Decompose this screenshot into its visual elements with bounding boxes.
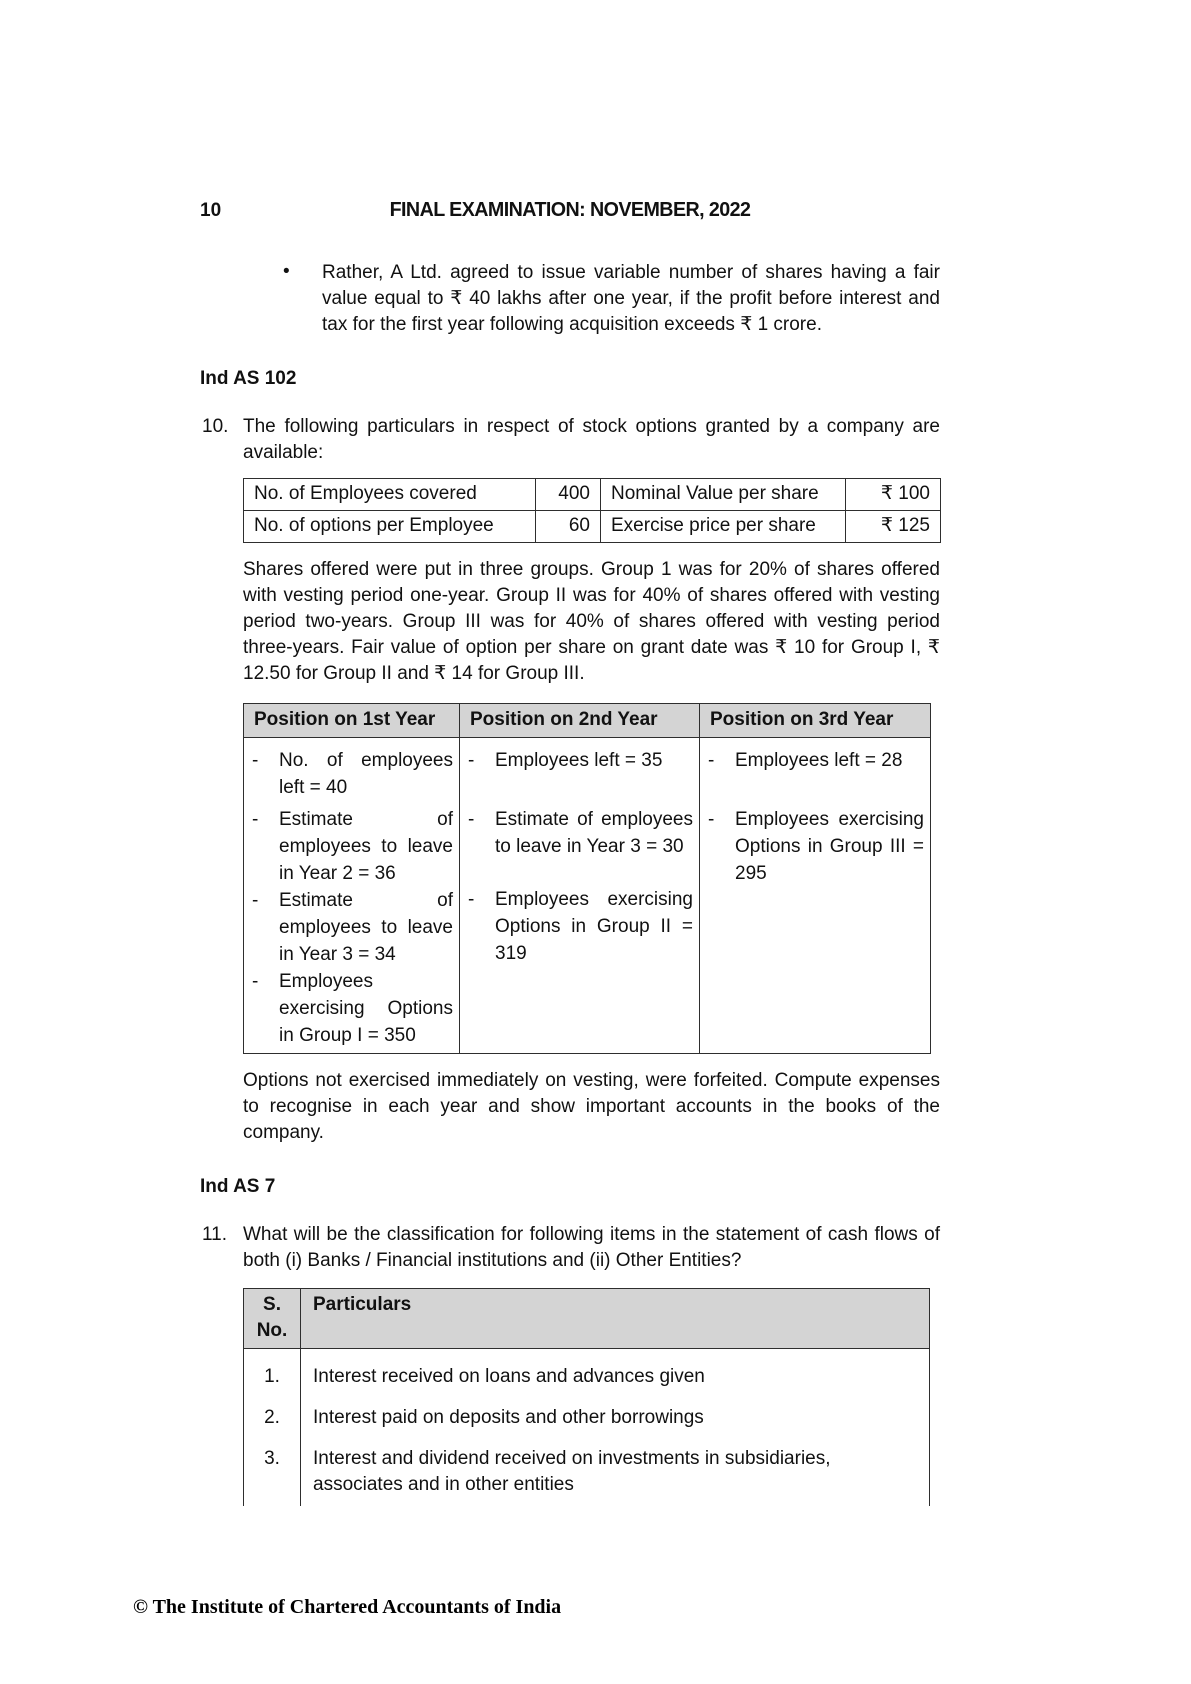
dash-marker: - — [468, 809, 475, 830]
row-number: 3. — [244, 1431, 301, 1506]
list-item — [708, 747, 924, 806]
column-header: Position on 2nd Year — [460, 704, 700, 738]
cash-flow-table-body — [244, 1349, 929, 1506]
question-10-number: 10. — [202, 416, 229, 437]
list-item — [252, 806, 453, 887]
dash-marker: - — [252, 890, 259, 911]
list-item-text: Estimate of employees to leave in Year 2 = 36 — [279, 809, 453, 884]
closing-paragraph: Options not exercised immediately on vesting, were forfeited. Compute expenses to recognise in each year and show important accounts in the books of the company. — [243, 1070, 940, 1143]
particular-label: Exercise price per share — [601, 511, 846, 543]
column-header: Particulars — [313, 1294, 412, 1315]
column-header: S. No. — [244, 1289, 301, 1348]
row-number: 2. — [244, 1390, 301, 1431]
question-11 — [200, 1222, 940, 1274]
page-number: 10 — [200, 200, 222, 221]
list-item-text: Estimate of employees to leave in Year 3 = 34 — [279, 890, 453, 965]
intro-bullet-text: Rather, A Ltd. agreed to issue variable number of shares having a fair value equal to ₹ 40 lakhs after one year, if the profit before interest and tax for the first year following acquisition exceeds ₹ 1 crore. — [322, 262, 940, 335]
dash-marker: - — [252, 809, 259, 830]
position-year2-cell — [460, 738, 700, 1054]
groups-paragraph: Shares offered were put in three groups. Group 1 was for 20% of shares offered with vesting period one-year. Group II was for 40% of shares offered with vesting period two-years. Group III was for 40% of shares offered with vesting period three-years. Fair value of option per share on grant date was ₹ 10 for Group I, ₹ 12.50 for Group II and ₹ 14 for Group III. — [243, 559, 940, 684]
list-item-text: Employees left = 35 — [495, 750, 663, 771]
list-item-text: No. of employees left = 40 — [279, 750, 453, 798]
particular-label: Nominal Value per share — [601, 479, 846, 511]
page-title: FINAL EXAMINATION: NOVEMBER, 2022 — [389, 198, 751, 221]
cash-flow-table-header — [244, 1289, 929, 1349]
question-10-text: The following particulars in respect of stock options granted by a company are available: — [243, 416, 940, 463]
column-header: Position on 3rd Year — [700, 704, 931, 738]
table-row — [244, 511, 941, 543]
particular-value: 400 — [536, 479, 601, 511]
list-item-text: Employees exercising Options in Group II = 319 — [495, 889, 693, 964]
row-number: 1. — [244, 1349, 301, 1390]
dash-marker: - — [708, 750, 715, 771]
position-table — [243, 703, 931, 1054]
list-item — [252, 968, 453, 1049]
particular-value: ₹ 125 — [846, 511, 941, 543]
question-10 — [200, 414, 940, 466]
dash-marker: - — [708, 809, 715, 830]
particular-label: No. of Employees covered — [244, 479, 536, 511]
position-table-header-row — [244, 704, 931, 738]
heading-ind-as-7: Ind AS 7 — [200, 1176, 276, 1197]
list-item-text: Estimate of employees to leave in Year 3 = 30 — [495, 809, 693, 857]
dash-marker: - — [252, 971, 259, 992]
list-item-text: Employees exercising Options in Group I = 350 — [279, 971, 453, 1046]
table-row — [244, 479, 941, 511]
column-header: Position on 1st Year — [244, 704, 460, 738]
list-item — [708, 806, 924, 887]
list-item-text: Employees left = 28 — [735, 750, 903, 771]
dash-marker: - — [468, 889, 475, 910]
position-year1-cell — [244, 738, 460, 1054]
row-particulars: Interest received on loans and advances given — [313, 1366, 705, 1387]
dash-marker: - — [468, 750, 475, 771]
copyright-footer: © The Institute of Chartered Accountants of India — [133, 1596, 562, 1618]
bullet-icon: • — [283, 261, 290, 282]
intro-bullet-item — [200, 260, 940, 338]
page-content — [200, 222, 940, 1506]
particular-label: No. of options per Employee — [244, 511, 536, 543]
list-item-text: Employees exercising Options in Group III = 295 — [735, 809, 924, 884]
list-item — [468, 886, 693, 967]
position-table-body-row — [244, 738, 931, 1054]
list-item — [252, 747, 453, 806]
list-item — [252, 887, 453, 968]
particular-value: 60 — [536, 511, 601, 543]
heading-ind-as-102: Ind AS 102 — [200, 368, 297, 389]
cash-flow-table — [243, 1288, 930, 1506]
question-11-text: What will be the classification for following items in the statement of cash flows of both (i) Banks / Financial institutions and (ii) Other Entities? — [243, 1224, 940, 1271]
list-item — [468, 806, 693, 886]
particular-value: ₹ 100 — [846, 479, 941, 511]
position-year3-cell — [700, 738, 931, 1054]
question-11-number: 11. — [202, 1224, 228, 1245]
list-item — [468, 747, 693, 806]
dash-marker: - — [252, 750, 259, 771]
page-header — [200, 197, 940, 224]
row-particulars: Interest and dividend received on investments in subsidiaries, associates and in other entities — [313, 1448, 831, 1495]
stock-options-particulars-table — [243, 478, 941, 543]
row-particulars: Interest paid on deposits and other borrowings — [313, 1407, 704, 1428]
